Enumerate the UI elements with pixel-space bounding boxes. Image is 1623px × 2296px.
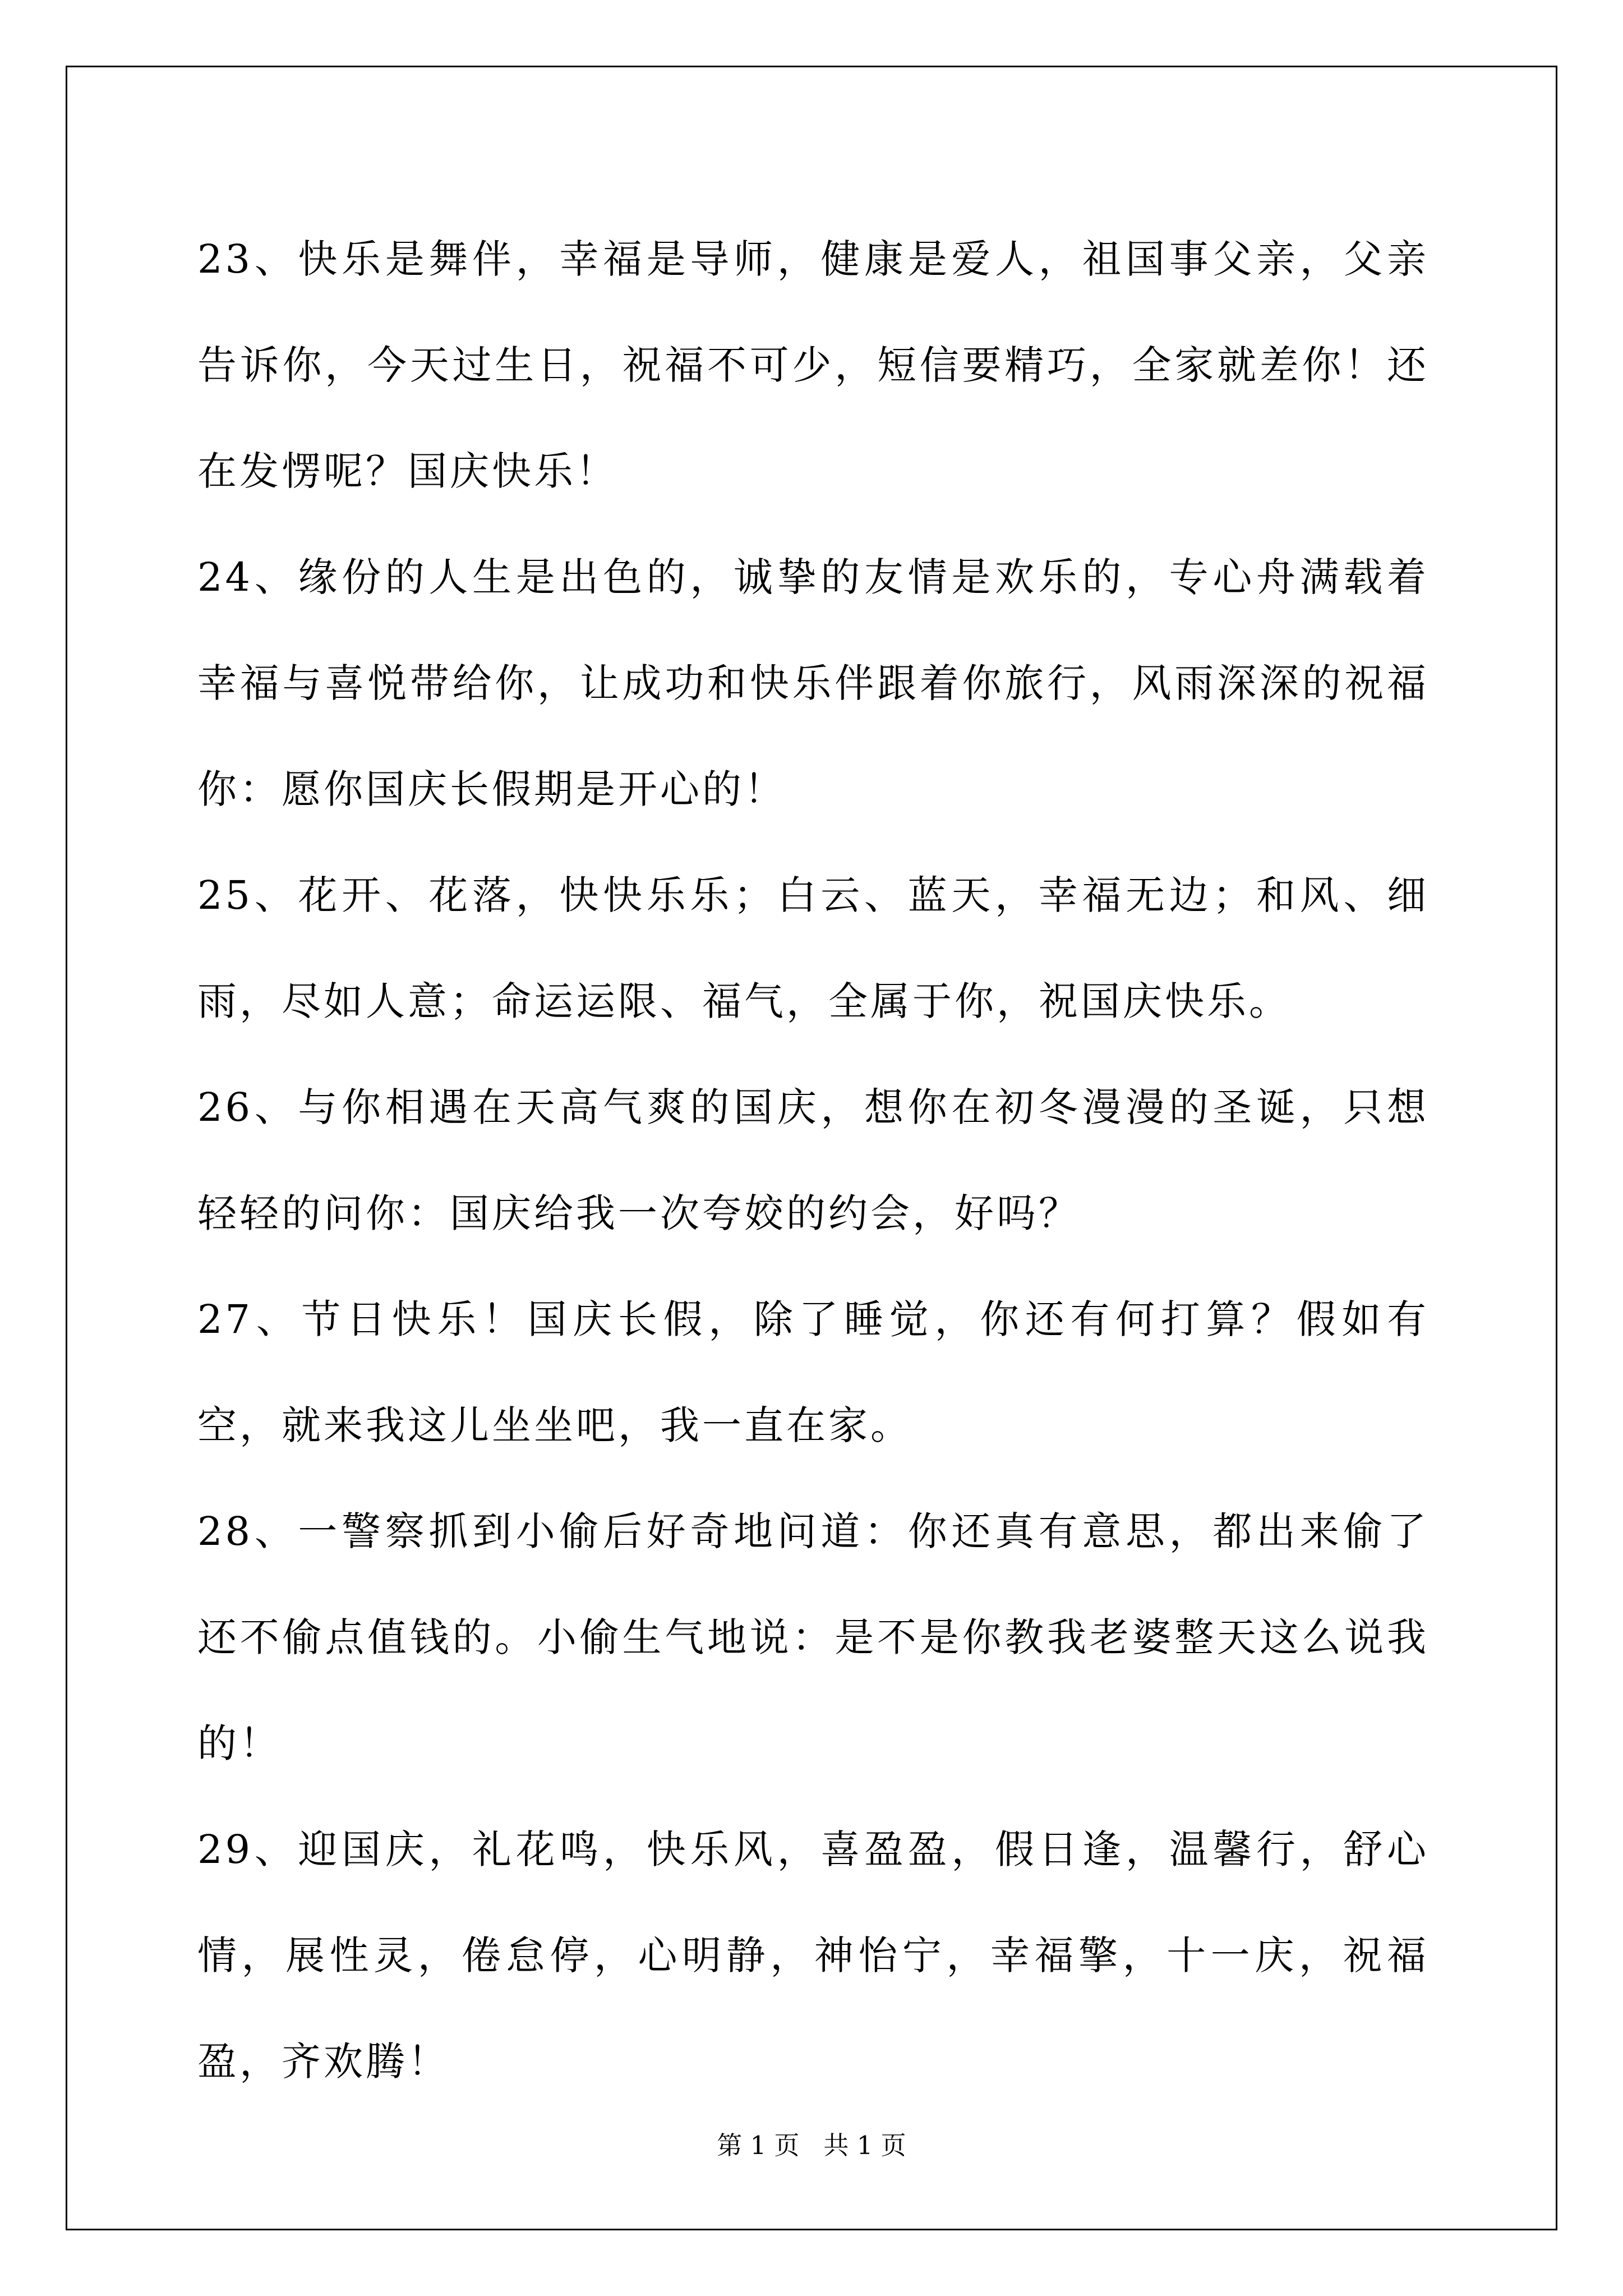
paragraph-26: 26、与你相遇在天高气爽的国庆，想你在初冬漫漫的圣诞，只想轻轻的问你：国庆给我一次夸姣的约会，好吗？ — [197, 1084, 1429, 1236]
document-body — [197, 206, 1429, 2115]
page-number-footer: 第 1 页 共 1 页 — [717, 2131, 906, 2160]
paragraph-28: 28、一警察抓到小偷后好奇地问道：你还真有意思，都出来偷了还不偷点值钱的。小偷生气地说：是不是你教我老婆整天这么说我的！ — [197, 1508, 1429, 1766]
paragraph-25: 25、花开、花落，快快乐乐；白云、蓝天，幸福无边；和风、细雨，尽如人意；命运运限、福气，全属于你，祝国庆快乐。 — [197, 872, 1429, 1024]
paragraph-29: 29、迎国庆，礼花鸣，快乐风，喜盈盈，假日逢，温馨行，舒心情，展性灵，倦怠停，心明静，神怡宁，幸福擎，十一庆，祝福盈，齐欢腾！ — [197, 1826, 1429, 2085]
paragraph-27: 27、节日快乐！国庆长假，除了睡觉，你还有何打算？假如有空，就来我这儿坐坐吧，我一直在家。 — [197, 1296, 1429, 1448]
paragraph-23: 23、快乐是舞伴，幸福是导师，健康是爱人，祖国事父亲，父亲告诉你，今天过生日，祝福不可少，短信要精巧，全家就差你！还在发愣呢？国庆快乐！ — [197, 236, 1429, 494]
paragraph-24: 24、缘份的人生是出色的，诚挚的友情是欢乐的，专心舟满载着幸福与喜悦带给你，让成功和快乐伴跟着你旅行，风雨深深的祝福你：愿你国庆长假期是开心的！ — [197, 554, 1429, 812]
